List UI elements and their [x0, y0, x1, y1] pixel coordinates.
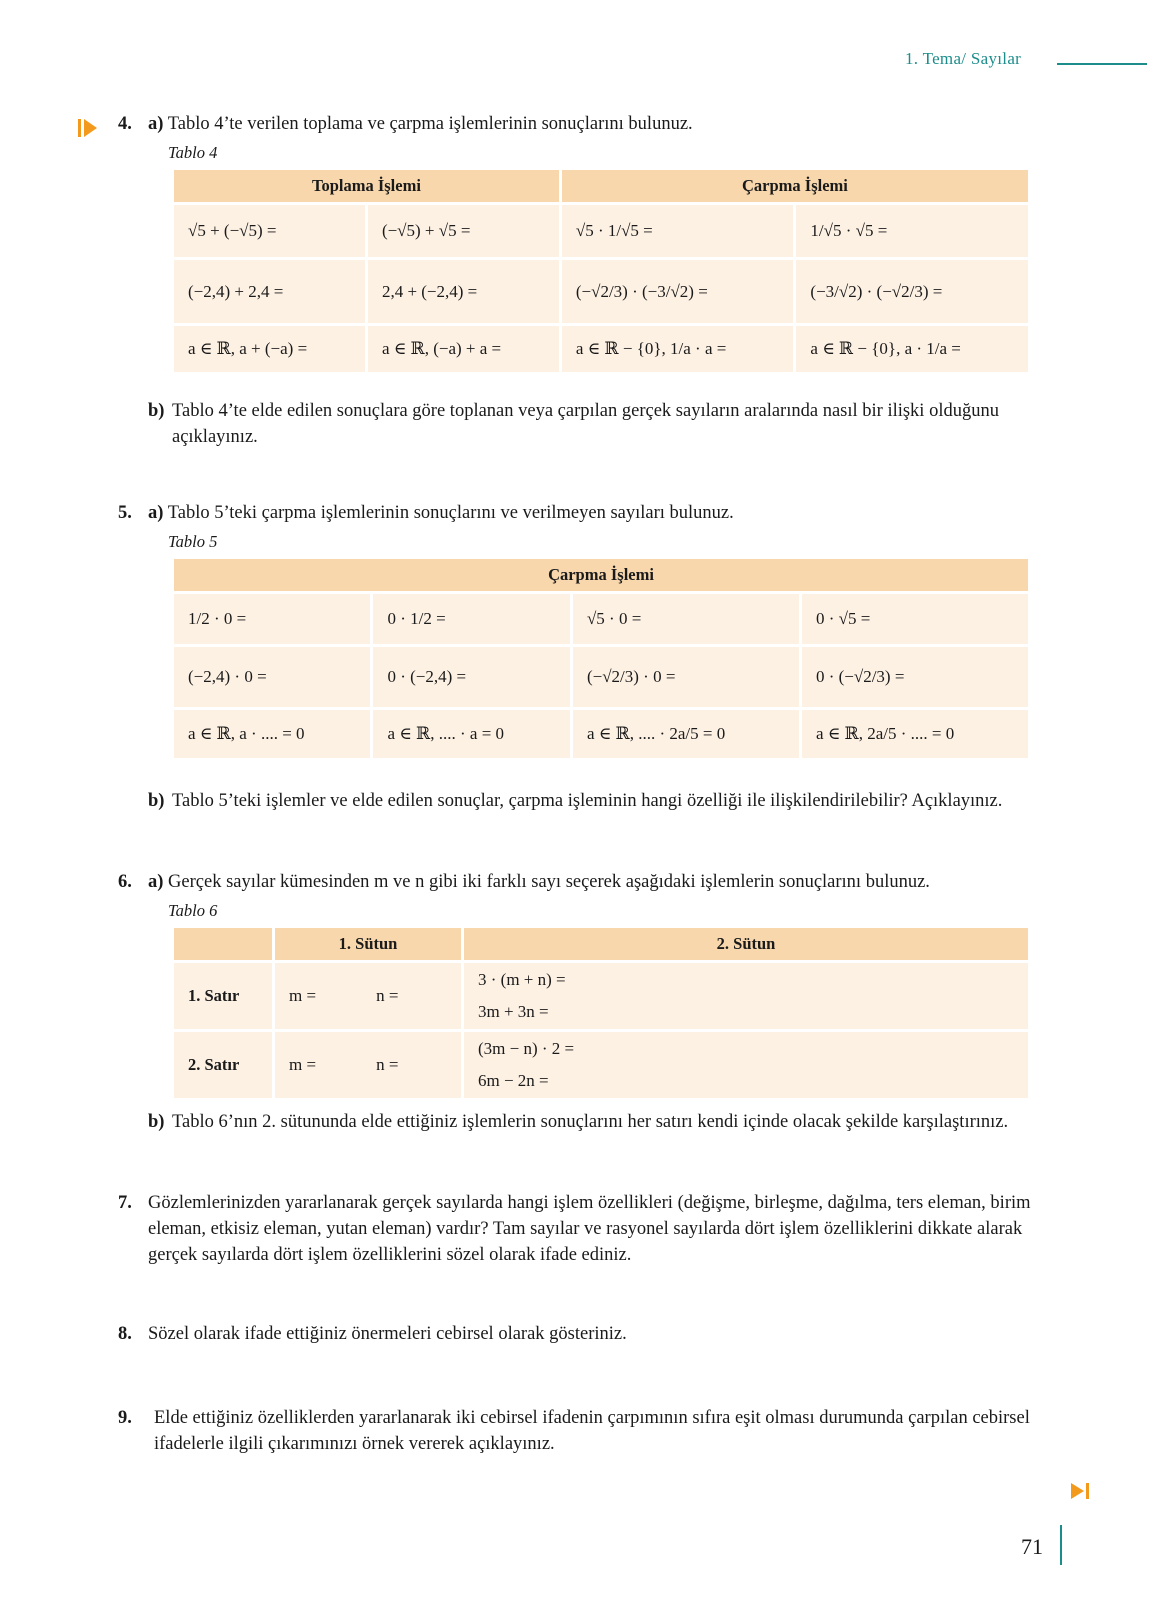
question-text: Tablo 5’teki çarpma işlemlerinin sonuçlarını ve verilmeyen sayıları bulunuz. [167, 503, 734, 523]
row-label: 2. Satır [174, 1032, 272, 1098]
table-cell: a ∈ ℝ, 2a/5 · .... = 0 [802, 710, 1028, 758]
n-value: n = [376, 986, 399, 1005]
table-header-multiplication: Çarpma İşlemi [562, 170, 1028, 202]
question-text: Tablo 5’teki işlemler ve elde edilen sonuçlar, çarpma işleminin hangi özelliği ile ilişkilendirilebilir? Açıklayınız. [172, 791, 1003, 811]
part-label: b) [148, 1112, 165, 1132]
question-number: 6. [118, 872, 132, 892]
table-cell: (−2,4) · 0 = [174, 647, 370, 707]
question-text: Tablo 6’nın 2. sütununda elde ettiğiniz işlemlerin sonuçlarını her satırı kendi içinde olacak şekilde karşılaştırınız. [172, 1112, 1009, 1132]
table-cell: √5 · 1/√5 = [562, 205, 794, 257]
table-5 [171, 556, 1031, 761]
table-cell: (−√2/3) · 0 = [573, 647, 799, 707]
part-label: b) [148, 791, 165, 811]
table-cell: a ∈ ℝ, (−a) + a = [368, 326, 559, 372]
table-cell: (−√2/3) · (−3/√2) = [562, 260, 794, 323]
question-text: Sözel olarak ifade ettiğiniz önermeleri cebirsel olarak gösteriniz. [148, 1324, 627, 1344]
part-label: a) [148, 503, 164, 523]
table-cell: 0 · (−2,4) = [373, 647, 569, 707]
page-number-rule [1060, 1525, 1062, 1565]
question-5b [148, 788, 1058, 814]
table-cell: a ∈ ℝ − {0}, 1/a · a = [562, 326, 794, 372]
table-caption: Tablo 4 [168, 143, 218, 162]
table-cell: a ∈ ℝ − {0}, a · 1/a = [796, 326, 1028, 372]
header-rule [1057, 63, 1147, 65]
table-caption: Tablo 6 [168, 901, 218, 920]
table-cell: 0 · 1/2 = [373, 594, 569, 644]
expression: 3 · (m + n) = [478, 970, 566, 989]
table-cell: √5 + (−√5) = [174, 205, 365, 257]
table-cell [464, 963, 1028, 1029]
table-cell: (−3/√2) · (−√2/3) = [796, 260, 1028, 323]
m-value: m = [289, 1055, 317, 1074]
table-cell [464, 1032, 1028, 1098]
table-cell: a ∈ ℝ, .... · 2a/5 = 0 [573, 710, 799, 758]
question-number: 7. [118, 1193, 132, 1213]
row-label: 1. Satır [174, 963, 272, 1029]
chapter-header: 1. Tema/ Sayılar [905, 49, 1022, 68]
question-text: Tablo 4’te elde edilen sonuçlara göre toplanan veya çarpılan gerçek sayıların aralarında nasıl bir ilişki olduğunu açıklayınız. [172, 401, 999, 447]
table-cell: (−2,4) + 2,4 = [174, 260, 365, 323]
table-header-addition: Toplama İşlemi [174, 170, 559, 202]
question-7 [118, 1190, 1058, 1268]
part-label: b) [148, 401, 165, 421]
table-corner [174, 928, 272, 960]
start-marker-bar [78, 119, 81, 137]
expression: (3m − n) · 2 = [478, 1039, 575, 1058]
table-6 [171, 925, 1031, 1101]
end-marker-bar [1086, 1483, 1089, 1499]
play-icon [84, 119, 97, 137]
table-cell: a ∈ ℝ, a + (−a) = [174, 326, 365, 372]
table-cell: (−√5) + √5 = [368, 205, 559, 257]
table-cell: 1/√5 · √5 = [796, 205, 1028, 257]
question-text: Elde ettiğiniz özelliklerden yararlanarak iki cebirsel ifadenin çarpımının sıfıra eşit olması durumunda çarpılan cebirsel ifadelerle ilgili çıkarımınızı örnek vererek açıklayınız. [154, 1408, 1030, 1454]
table-cell: 1/2 · 0 = [174, 594, 370, 644]
question-4 [118, 111, 1058, 137]
question-6b [148, 1109, 1058, 1135]
table-cell: 0 · √5 = [802, 594, 1028, 644]
table-cell: 0 · (−√2/3) = [802, 647, 1028, 707]
page-number: 71 [1021, 1534, 1043, 1559]
table-cell: 2,4 + (−2,4) = [368, 260, 559, 323]
question-text: Tablo 4’te verilen toplama ve çarpma işlemlerinin sonuçlarını bulunuz. [167, 114, 693, 134]
expression: 3m + 3n = [478, 1002, 549, 1021]
part-label: a) [148, 872, 164, 892]
question-number: 4. [118, 114, 132, 134]
table-header-col2: 2. Sütun [464, 928, 1028, 960]
question-number: 8. [118, 1324, 132, 1344]
table-cell: √5 · 0 = [573, 594, 799, 644]
table-cell [275, 963, 461, 1029]
table-cell: a ∈ ℝ, .... · a = 0 [373, 710, 569, 758]
question-number: 5. [118, 503, 132, 523]
table-header-multiplication: Çarpma İşlemi [174, 559, 1028, 591]
table-cell: a ∈ ℝ, a · .... = 0 [174, 710, 370, 758]
question-8 [118, 1321, 1058, 1347]
question-4b [148, 398, 1058, 450]
n-value: n = [376, 1055, 399, 1074]
m-value: m = [289, 986, 317, 1005]
table-caption: Tablo 5 [168, 532, 218, 551]
table-header-col1: 1. Sütun [275, 928, 461, 960]
question-5 [118, 500, 1058, 526]
question-6 [118, 869, 1058, 895]
question-number: 9. [118, 1408, 132, 1428]
expression: 6m − 2n = [478, 1071, 549, 1090]
table-cell [275, 1032, 461, 1098]
part-label: a) [148, 114, 164, 134]
table-4 [171, 167, 1031, 375]
question-text: Gerçek sayılar kümesinden m ve n gibi iki farklı sayı seçerek aşağıdaki işlemlerin sonuçlarını bulunuz. [168, 872, 930, 892]
question-text: Gözlemlerinizden yararlanarak gerçek sayılarda hangi işlem özellikleri (değişme, birleşme, dağılma, ters eleman, birim eleman, etkisiz eleman, yutan eleman) vardır? Tam sayılar ve rasyonel sayılarda dört işlem özelliklerini dikkate alarak gerçek sayılarda dört işlem özelliklerini sözel olarak ifade ediniz. [148, 1193, 1031, 1265]
end-icon [1071, 1483, 1084, 1499]
question-9 [118, 1405, 1058, 1457]
